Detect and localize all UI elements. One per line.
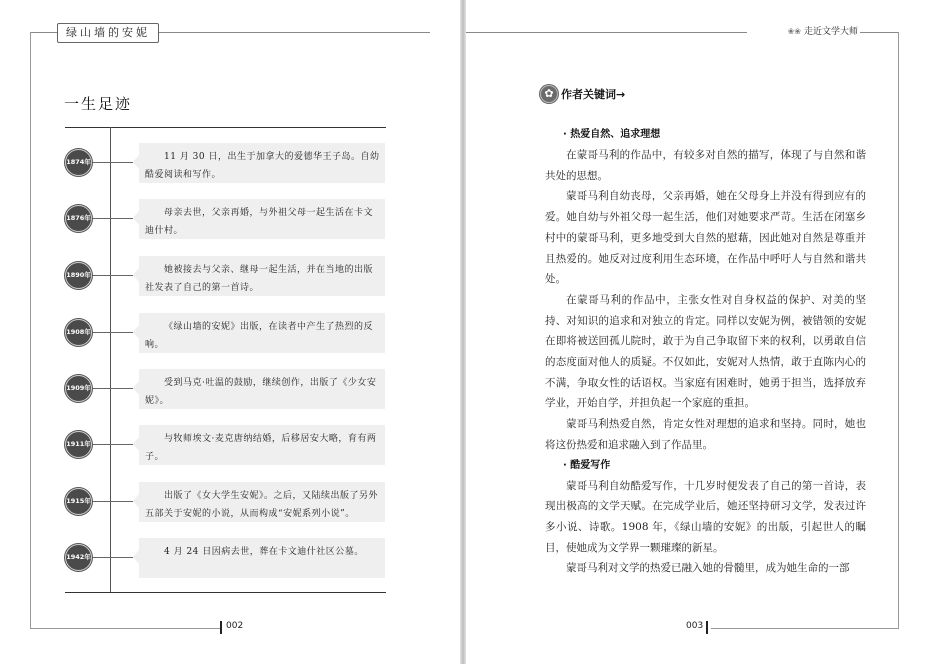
year-badge: 1908年: [65, 319, 92, 346]
timeline-entry: [0, 194, 460, 244]
running-head: [747, 24, 860, 40]
paragraph: 蒙哥马利对文学的热爱已融入她的骨髓里，成为她生命的一部: [566, 562, 850, 575]
section-title: 一生足迹: [64, 95, 133, 113]
year-badge: 1911年: [65, 431, 92, 458]
timeline-connector: [92, 218, 133, 219]
keywords-title: 作者关键词→: [561, 88, 626, 101]
page-frame-rule: [898, 32, 899, 628]
timeline-connector: [92, 275, 133, 276]
year-badge: 1942年: [65, 544, 92, 571]
event-text: 母亲去世，父亲再婚，与外祖父母一起生活在卡文迪什村。: [145, 208, 374, 236]
timeline-entry: [0, 251, 460, 301]
timeline-connector: [92, 501, 133, 502]
flower-ornament-icon: ❀❀: [787, 27, 801, 36]
author-badge-icon: ✿: [540, 85, 558, 103]
paragraph: 蒙哥马利热爱自然，肯定女性对理想的追求和坚持。同时，她也将这份热爱和追求融入到了作品里。: [545, 418, 866, 451]
timeline-connector: [92, 388, 133, 389]
event-text: 她被接去与父亲、继母一起生活，并在当地的出版社发表了自己的第一首诗。: [145, 265, 374, 293]
keyword-heading: · 热爱自然、追求理想: [563, 129, 661, 140]
paragraph: 在蒙哥马利的作品中，有较多对自然的描写，体现了与自然和谐共处的思想。: [545, 149, 866, 182]
event-text: 受到马克·吐温的鼓励，继续创作，出版了《少女安妮》。: [145, 378, 377, 406]
timeline-bottom-rule: [65, 592, 386, 593]
series-title: 绿山墙的安妮: [57, 23, 159, 43]
running-head-text: 走近文学大师: [803, 27, 858, 37]
timeline-entry: [0, 364, 460, 414]
timeline-connector: [92, 444, 133, 445]
event-text: 与牧师埃文·麦克唐纳结婚，后移居安大略，育有两子。: [145, 434, 377, 462]
paragraph: 在蒙哥马利的作品中，主张女性对自身权益的保护、对美的坚持、对知识的追求和对独立的肯定。同样以安妮为例，被错领的安妮在即将被送回孤儿院时，敢于为自己争取留下来的权利，以勇敢自信的态度面对他人的质疑。不仅如此，安妮对人热情，敢于直陈内心的不满，争取女性的话语权。当家庭有困难时，她勇于担当，选择放弃学业，开始自学，并担负起一个家庭的重担。: [545, 293, 866, 410]
event-text: 《绿山墙的安妮》出版，在读者中产生了热烈的反响。: [145, 322, 374, 350]
footer-rule: [30, 628, 220, 629]
page-number: 003: [686, 621, 704, 631]
timeline-top-rule: [65, 127, 386, 128]
year-badge: 1909年: [65, 375, 92, 402]
timeline-connector: [92, 162, 133, 163]
timeline-entry: [0, 420, 460, 470]
timeline-connector: [92, 557, 133, 558]
page-number-mark: [706, 621, 708, 634]
year-badge: 1915年: [65, 488, 92, 515]
event-text: 出版了《女大学生安妮》。之后，又陆续出版了另外五部关于安妮的小说，从而构成“安妮系列小说”。: [145, 491, 379, 519]
year-badge: 1876年: [65, 205, 92, 232]
timeline-entry: [0, 308, 460, 358]
page-number: 002: [226, 621, 244, 631]
keyword-heading: · 酷爱写作: [563, 459, 611, 471]
timeline-entry: [0, 533, 460, 583]
right-page: [466, 0, 925, 664]
paragraph: 蒙哥马利自幼酷爱写作，十几岁时便发表了自己的第一首诗，表现出极高的文学天赋。在完成学业后，她还坚持研习文学，发表过许多小说、诗歌。1908 年，《绿山墙的安妮》的出版，引起世人的瞩目，使她成为文学界一颗璀璨的新星。: [545, 479, 866, 554]
event-text: 4 月 24 日因病去世，葬在卡文迪什社区公墓。: [164, 547, 364, 557]
timeline-entry: [0, 138, 460, 188]
footer-rule: [711, 628, 899, 629]
year-badge: 1890年: [65, 262, 92, 289]
timeline-entry: [0, 477, 460, 527]
year-badge: 1874年: [65, 149, 92, 176]
event-text: 11 月 30 日，出生于加拿大的爱德华王子岛。自幼酷爱阅读和写作。: [145, 152, 380, 180]
page-number-mark: [220, 621, 222, 634]
body-text: [545, 125, 866, 579]
timeline-connector: [92, 332, 133, 333]
left-page: [0, 0, 460, 664]
paragraph: 蒙哥马利自幼丧母，父亲再婚，她在父母身上并没有得到应有的爱。她自幼与外祖父母一起生活，他们对她要求严苛。生活在闭塞乡村中的蒙哥马利，更多地受到大自然的慰藉，因此她对自然是尊重并且热爱的。她反对过度利用生态环境，在作品中呼吁人与自然和谐共处。: [545, 190, 866, 286]
